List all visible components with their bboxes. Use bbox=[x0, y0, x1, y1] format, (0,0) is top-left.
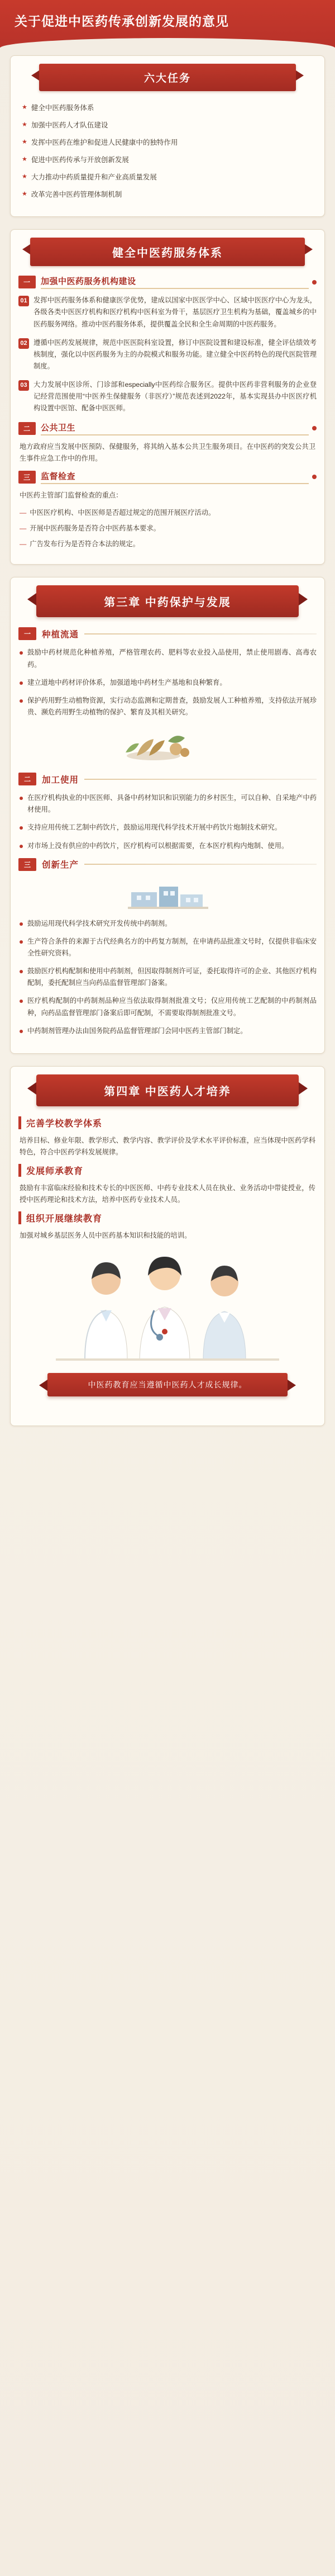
supervision-item bbox=[18, 507, 317, 519]
bullet-item bbox=[18, 965, 317, 989]
public-health-text: 地方政府应当发展中医预防、保健服务，将其纳入基本公共卫生服务项目。在中医药的突发公共卫生事件应急工作中的作用。 bbox=[20, 442, 315, 462]
supervision-item-text: 开展中医药服务是否符合中医药基本要求。 bbox=[30, 524, 160, 533]
subheading-institutions bbox=[18, 275, 317, 289]
subheading-supervision bbox=[18, 470, 317, 484]
bullet-item bbox=[18, 1025, 317, 1037]
supervision-item-text: 中医医疗机构、中医医师是否超过规定的范围开展医疗活动。 bbox=[30, 509, 216, 517]
dot-icon bbox=[312, 280, 317, 285]
bullet-text: 医疗机构配制的中药制剂品种应当依法取得制剂批准文号；仅应用传统工艺配制的中药制剂品种，向药品监督管理部门备案后即可配制，不需要取得制剂批准文号。 bbox=[27, 997, 317, 1017]
bullet-icon bbox=[20, 699, 23, 703]
list-item-label: 发挥中医药在维护和促进人民健康中的独特作用 bbox=[31, 139, 178, 147]
section-innovation-heading bbox=[18, 858, 317, 871]
section-index: 一 bbox=[18, 627, 36, 640]
section-label: 加工使用 bbox=[42, 775, 79, 785]
list-item bbox=[22, 189, 313, 200]
bullet-icon bbox=[20, 651, 23, 655]
paragraph-text: 发挥中医药服务体系和健康医学优势，建成以国家中医医学中心、区域中医医疗中心为龙头，各级各类中医医疗机构和医疗机构中医科室为骨干，基层医疗卫生机构为基础，覆盖城乡的中医药服务网络。推动中医药服务体系，提供覆盖全民和全生命周期的中医药服务。 bbox=[34, 296, 317, 328]
bullet-icon bbox=[20, 845, 23, 848]
bullet-text: 对市场上没有供应的中药饮片，医疗机构可以根据需要，在本医疗机构内炮制、使用。 bbox=[27, 841, 289, 850]
bullet-icon bbox=[20, 940, 23, 944]
bullet-item bbox=[18, 822, 317, 834]
paragraph-index: 03 bbox=[18, 380, 29, 391]
section-index: 二 bbox=[18, 773, 36, 785]
bullet-text: 生产符合条件的来源于古代经典名方的中药复方制剂，在申请药品批准文号时，仅提供非临床安全性研究资料。 bbox=[27, 937, 317, 957]
supervision-item bbox=[18, 523, 317, 534]
star-icon: ★ bbox=[22, 104, 27, 111]
subheading-label: 监督检查 bbox=[41, 470, 309, 484]
subheading-index: 一 bbox=[18, 276, 36, 288]
bullet-item bbox=[18, 647, 317, 670]
factory-illustration bbox=[18, 878, 317, 911]
bullet-text: 鼓励中药材规范化种植养殖，严格管理农药、肥料等农业投入品使用，禁止使用剧毒、高毒农药。 bbox=[27, 648, 317, 669]
list-item bbox=[22, 137, 313, 148]
bullet-text: 保护药用野生动植物资源，实行动态监测和定期普查，鼓励发展人工种植养殖，支持依法开展珍贵、濒危药用野生动植物的保护、繁育及其相关研究。 bbox=[27, 696, 317, 717]
subheading-index: 三 bbox=[18, 471, 36, 484]
block-heading-mentorship: 发展师承教育 bbox=[18, 1164, 317, 1177]
block-text-continuing-edu: 加强对城乡基层医务人员中医药基本知识和技能的培训。 bbox=[20, 1232, 192, 1240]
numbered-paragraph bbox=[18, 379, 317, 414]
dash-icon: — bbox=[20, 540, 27, 548]
card-service-system bbox=[10, 229, 325, 565]
paragraph-index: 02 bbox=[18, 338, 29, 349]
dot-icon bbox=[312, 426, 317, 430]
paragraph-text: 大力发展中医诊所、门诊部和especially中医药综合服务区。提供中医药非营利服务的企业登记经营范围使用“中医养生保健服务（非医疗）”规范表述到2022年，基本实现县办中医医疗机构设置中医馆、配备中医医师。 bbox=[34, 381, 317, 413]
list-item bbox=[22, 102, 313, 113]
section-index: 三 bbox=[18, 858, 36, 871]
bullet-text: 鼓励运用现代科学技术研究开发传统中药制剂。 bbox=[27, 919, 172, 927]
bullet-text: 中药制剂管理办法由国务院药品监督管理部门会同中医药主管部门制定。 bbox=[27, 1026, 247, 1035]
dash-icon: — bbox=[20, 509, 27, 517]
bullet-item bbox=[18, 995, 317, 1019]
list-item-label: 加强中医药人才队伍建设 bbox=[31, 121, 108, 130]
list-item-label: 健全中医药服务体系 bbox=[31, 104, 94, 112]
subheading-label: 加强中医药服务机构建设 bbox=[41, 275, 309, 289]
bullet-icon bbox=[20, 922, 23, 926]
dot-icon bbox=[312, 475, 317, 479]
subheading-index: 二 bbox=[18, 422, 36, 435]
block-text-school: 培养目标、修业年限、教学形式、教学内容、教学评价及学术水平评价标准，应当体现中医药学科特色，符合中医药学科发展规律。 bbox=[20, 1136, 315, 1156]
bullet-item bbox=[18, 792, 317, 816]
star-icon: ★ bbox=[22, 173, 27, 181]
block-heading-school: 完善学校教学体系 bbox=[18, 1116, 317, 1129]
subheading-label: 公共卫生 bbox=[41, 422, 309, 435]
star-icon: ★ bbox=[22, 156, 27, 163]
section-planting-heading bbox=[18, 627, 317, 640]
doctors-illustration bbox=[18, 1248, 317, 1415]
bullet-item bbox=[18, 677, 317, 689]
bullet-text: 鼓励医疗机构配制和使用中药制剂，但因取得制剂许可证，委托取得许可的企业、其他医疗机构配制，委托配制应当向药品监督管理部门备案。 bbox=[27, 967, 317, 987]
supervision-item-text: 广告发布行为是否符合本法的规定。 bbox=[30, 540, 140, 548]
bullet-item bbox=[18, 695, 317, 718]
list-item bbox=[22, 120, 313, 131]
bullet-text: 在医疗机构执业的中医医师、具备中药材知识和识别能力的乡村医生，可以自种、自采地产中药材使用。 bbox=[27, 794, 317, 814]
supervision-lead: 中医药主管部门监督检查的重点： bbox=[20, 491, 123, 499]
card-chapter-3 bbox=[10, 577, 325, 1053]
star-icon: ★ bbox=[22, 121, 27, 129]
subheading-public-health bbox=[18, 422, 317, 435]
service-system-ribbon: 健全中医药服务体系 bbox=[30, 238, 304, 266]
star-icon: ★ bbox=[22, 191, 27, 198]
herb-illustration bbox=[18, 724, 317, 766]
bullet-text: 建立道地中药材评价体系，加强道地中药材生产基地和良种繁育。 bbox=[27, 678, 227, 686]
divider bbox=[84, 779, 317, 780]
chapter-4-ribbon: 第四章 中医药人才培养 bbox=[36, 1074, 299, 1106]
bullet-item bbox=[18, 936, 317, 959]
list-item bbox=[22, 172, 313, 183]
numbered-paragraph bbox=[18, 337, 317, 372]
section-processing-heading bbox=[18, 773, 317, 785]
dash-icon: — bbox=[20, 524, 27, 533]
bullet-item bbox=[18, 918, 317, 930]
bullet-icon bbox=[20, 826, 23, 830]
card-chapter-4 bbox=[10, 1066, 325, 1426]
list-item-label: 促进中医药传承与开放创新发展 bbox=[31, 156, 129, 164]
page-title: 关于促进中医药传承创新发展的意见 bbox=[15, 14, 229, 29]
star-icon: ★ bbox=[22, 139, 27, 146]
section-label: 创新生产 bbox=[42, 860, 79, 870]
section-label: 种植流通 bbox=[42, 629, 79, 640]
list-item-label: 大力推动中药质量提升和产业高质量发展 bbox=[31, 173, 157, 182]
bullet-text: 支持应用传统工艺制中药饮片，鼓励运用现代科学技术开展中药饮片炮制技术研究。 bbox=[27, 823, 281, 832]
six-tasks-ribbon: 六大任务 bbox=[39, 64, 295, 91]
supervision-item bbox=[18, 538, 317, 550]
list-item bbox=[22, 154, 313, 165]
bullet-icon bbox=[20, 1030, 23, 1033]
paragraph-index: 01 bbox=[18, 296, 29, 306]
chapter-3-ribbon: 第三章 中药保护与发展 bbox=[36, 585, 299, 617]
bullet-icon bbox=[20, 681, 23, 685]
block-heading-continuing-edu: 组织开展继续教育 bbox=[18, 1211, 317, 1224]
bullet-item bbox=[18, 840, 317, 852]
bullet-icon bbox=[20, 1000, 23, 1003]
bullet-icon bbox=[20, 797, 23, 800]
page-header bbox=[0, 0, 335, 48]
divider bbox=[84, 633, 317, 634]
card-six-tasks bbox=[10, 55, 325, 217]
divider bbox=[84, 864, 317, 865]
block-text-mentorship: 鼓励有丰富临床经验和技术专长的中医医师、中药专业技术人员在执业、业务活动中带徒授业，传授中医药理论和技术方法，培养中医药专业技术人员。 bbox=[20, 1184, 315, 1204]
list-item-label: 改革完善中医药管理体制机制 bbox=[31, 191, 122, 199]
bullet-icon bbox=[20, 970, 23, 973]
numbered-paragraph bbox=[18, 295, 317, 330]
paragraph-text: 遵循中医药发展规律，规范中医医院科室设置，修订中医院设置和建设标准，健全评估绩效考核制度，强化以中医药服务为主的办院模式和服务功能。建立健全中医药特色的现代医院管理制度。 bbox=[34, 338, 317, 371]
bottom-banner: 中医药教育应当遵循中医药人才成长规律。 bbox=[47, 1373, 288, 1396]
six-tasks-list bbox=[18, 100, 317, 200]
